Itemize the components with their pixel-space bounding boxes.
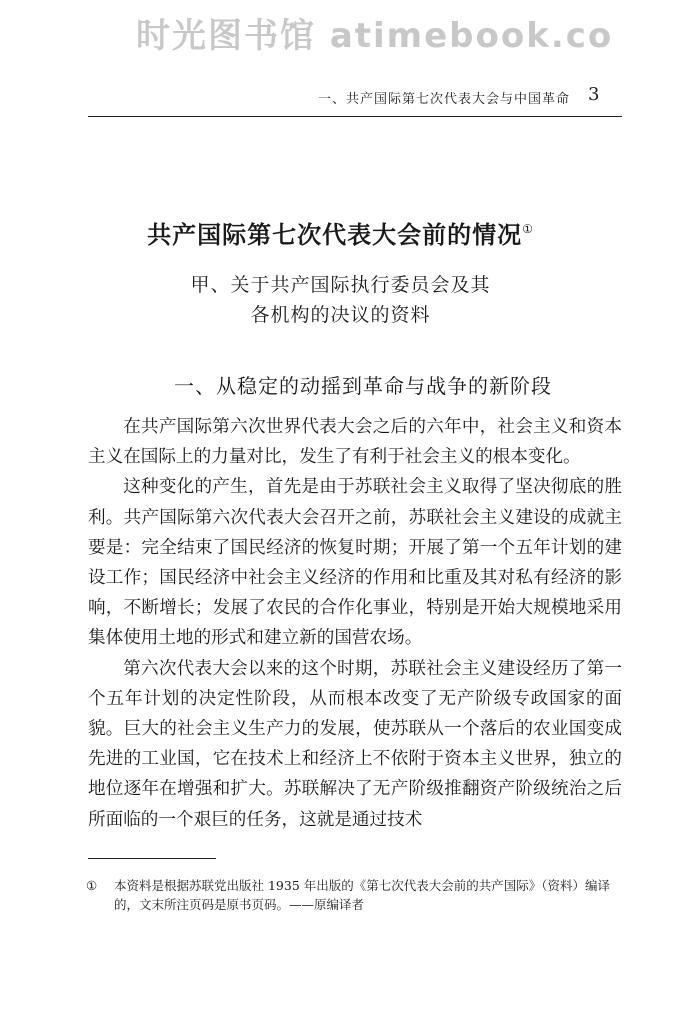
- footnote-rule: [88, 858, 216, 859]
- footnote-reference: ①: [522, 222, 534, 236]
- footnote-text: 本资料是根据苏联党出版社 1935 年出版的《第七次代表大会前的共产国际》（资料）编译的，文末所注页码是原书页码。——原编译者: [114, 878, 611, 912]
- subtitle-line-2: 各机构的决议的资料: [250, 304, 431, 326]
- page-number: 3: [588, 84, 600, 105]
- watermark: 时光图书馆 atimebook.co: [136, 16, 614, 56]
- running-head: 一、共产国际第七次代表大会与中国革命: [318, 92, 571, 107]
- footnote-marker: ①: [86, 878, 98, 893]
- paragraph: 在共产国际第六次世界代表大会之后的六年中，社会主义和资本主义在国际上的力量对比，发生了有利于社会主义的根本变化。: [88, 417, 622, 468]
- page-title: [0, 215, 681, 250]
- page-title-text: 共产国际第七次代表大会前的情况: [147, 220, 523, 249]
- paragraph: 第六次代表大会以来的这个时期，苏联社会主义建设经历了第一个五年计划的决定性阶段，从而根本改变了无产阶级专政国家的面貌。巨大的社会主义生产力的发展，使苏联从一个落后的农业国变成先进的工业国，它在技术上和经济上不依附于资本主义世界，独立的地位逐年在增强和扩大。苏联解决了无产阶级推翻资产阶级统治之后所面临的一个艰巨的任务，这就是通过技术: [88, 658, 622, 830]
- body-text: [88, 412, 622, 835]
- section-heading: 一、从稳定的动摇到革命与战争的新阶段: [174, 374, 552, 398]
- subtitle-line-1: 甲、关于共产国际执行委员会及其: [190, 274, 491, 296]
- paragraph: 这种变化的产生，首先是由于苏联社会主义取得了坚决彻底的胜利。共产国际第六次代表大会召开之前，苏联社会主义建设的成就主要是：完全结束了国民经济的恢复时期；开展了第一个五年计划的建设工作；国民经济中社会主义经济的作用和比重及其对私有经济的影响，不断增长；发展了农民的合作化事业，特别是开始大规模地采用集体使用土地的形式和建立新的国营农场。: [88, 477, 622, 649]
- footnote: [86, 876, 626, 912]
- header-rule: [88, 116, 622, 117]
